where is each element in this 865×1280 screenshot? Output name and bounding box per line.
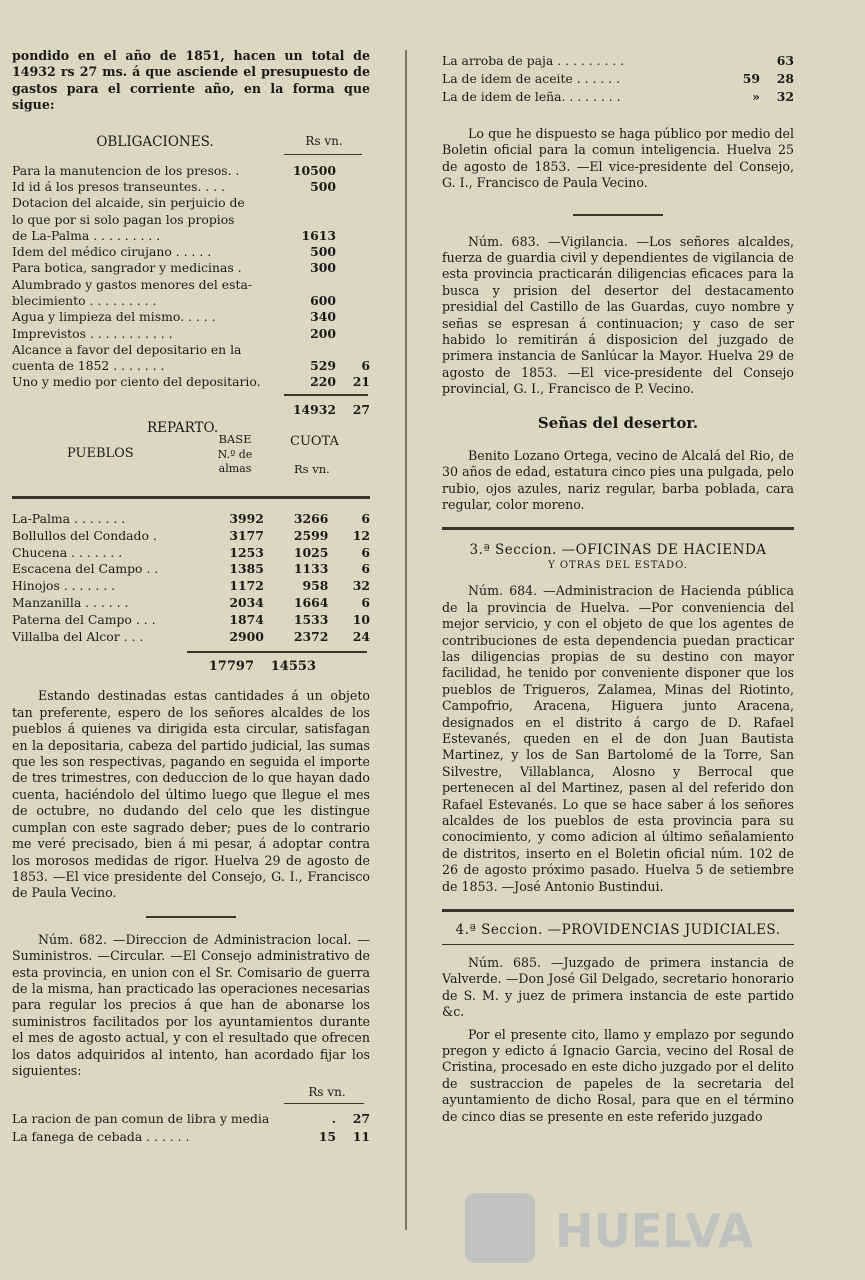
obligacion-row (12, 228, 370, 244)
obligaciones-list (12, 163, 370, 391)
row-label: Agua y limpieza del mismo. . . . . (12, 309, 216, 325)
reparto-row (12, 561, 370, 578)
base-almas: 1385 (229, 561, 264, 577)
cuota-rs: 1025 (293, 544, 329, 560)
precio-row (442, 88, 794, 106)
reparto-total-base: 17797 (208, 659, 254, 675)
row-value-ms: 32 (776, 89, 794, 104)
base-almas: 3992 (229, 511, 264, 527)
reparto-header (12, 420, 370, 496)
obligaciones-unit: Rs vn. (305, 133, 343, 148)
pueblo-name: Bollullos del Condado . (12, 527, 157, 543)
cito-paragraph: Por el presente cito, llamo y emplazo por segundo pregon y edicto á Ignacio Garcia, vecino del Rosal de Cristina, procesado en este dicho juzgado por el delito de sustraccion de papeles de la secretaria del ayuntamiento de dicho Rosal, para que en el término de cinco dias se presente en este referido juzgado (442, 1026, 794, 1124)
row-label: Idem del médico cirujano . . . . . (12, 244, 212, 260)
row-value-rs: . (331, 1111, 336, 1127)
base-almas: 1874 (229, 611, 264, 627)
row-value-rs: 500 (310, 244, 336, 260)
row-value-ms: 27 (352, 1111, 370, 1127)
col-base: BASE (218, 432, 252, 447)
base-almas: 1172 (229, 578, 264, 594)
sec4-rule (442, 909, 794, 912)
precio-row (12, 1110, 370, 1128)
row-label: Alcance a favor del depositario en la (12, 341, 242, 357)
obligacion-row (12, 163, 370, 179)
row-value-rs: 300 (310, 260, 336, 276)
row-value-rs: 15 (318, 1129, 336, 1145)
reparto-row (12, 528, 370, 545)
row-value-rs: 500 (310, 178, 336, 194)
row-label: blecimiento . . . . . . . . . (12, 293, 157, 308)
intro-text: pondido en el año de 1851, hacen un total de 14932 rs 27 ms. á que asciende el presupuesto de gastos para el corriente año, en la forma que sigue: (12, 48, 370, 113)
senas-title: Señas del desertor. (537, 413, 699, 432)
row-label: Alumbrado y gastos menores del esta- (12, 276, 253, 292)
reparto-row (12, 612, 370, 629)
reparto-table (12, 511, 370, 645)
num685-paragraph: Núm. 685. —Juzgado de primera instancia de Valverde. —Don José Gil Delgado, secretario honorario de S. M. y juez de primera instancia de este partido &c. (442, 955, 794, 1020)
reparto-row (12, 595, 370, 612)
pueblo-name: Escacena del Campo . . (12, 561, 159, 577)
row-label: Para botica, sangrador y medicinas . (12, 260, 242, 276)
obligacion-row (12, 244, 370, 260)
row-label: Id id á los presos transeuntes. . . . (12, 178, 226, 194)
cuota-rs: 2599 (293, 527, 329, 543)
cuota-rs: 2372 (293, 628, 329, 644)
cuota-ms: 6 (361, 511, 370, 527)
cuota-ms: 12 (352, 527, 370, 543)
reparto-row (12, 629, 370, 646)
cuota-rs: 958 (302, 578, 329, 594)
right-column (442, 52, 794, 1125)
estando-paragraph: Estando destinadas estas cantidades á un objeto tan preferente, espero de los señores alcaldes de los pueblos á quienes va dirigida esta circular, satisfagan en la depositaria, cabeza del partido judicial, las sumas que les son respectivas, pagando en seguida el importe de tres trimestres, con deduccion de lo que hayan dado cuenta, haciéndolo del último luego que llegue el mes de octubre, no dudando del celo que les distingue cumplan con este sagrado deber; pues de lo contrario me veré precisado, bien á mi pesar, á adoptar contra los morosos medidas de rigor. Huelva 29 de agosto de 1853. —El vice presidente del Consejo, G. I., Francisco de Paula Vecino. (12, 688, 370, 901)
reparto-rule (12, 496, 370, 499)
row-value-ms: 63 (776, 53, 794, 68)
cuota-ms: 6 (361, 561, 370, 577)
obligacion-row (12, 293, 370, 309)
obligacion-row (12, 179, 370, 195)
cuota-ms: 24 (352, 628, 370, 644)
row-value-rs: 529 (310, 358, 336, 374)
cuota-rs: 1533 (293, 611, 329, 627)
obligacion-row (12, 212, 370, 228)
row-label: de La-Palma . . . . . . . . . (12, 227, 161, 243)
col-rs: Rs vn. (294, 462, 330, 477)
pueblo-name: Paterna del Campo . . . (12, 611, 156, 627)
cuota-ms: 6 (361, 544, 370, 560)
col-pueblos: PUEBLOS (67, 446, 134, 462)
pueblo-name: Hinojos . . . . . . . (12, 578, 116, 594)
row-label: cuenta de 1852 . . . . . . . (12, 358, 165, 374)
row-label: La racion de pan comun de libra y media (12, 1111, 270, 1127)
watermark-text: HUELVA (555, 1204, 754, 1258)
precios-unit-rule (284, 1103, 364, 1104)
cuota-ms: 6 (361, 595, 370, 611)
num684-paragraph: Núm. 684. —Administracion de Hacienda pública de la provincia de Huelva. —Por conveniencia del mejor servicio, y con el objeto de que los agentes de contribuciones de esta dependencia puedan practicar las diligencias propias de su destino con mayor facilidad, he tenido por conveniente disponer que los pueblos de Trigueros, Zalamea, Minas del Riotinto, Campofrio, Aracena, Higuera junto Aracena, designados en el distrito á cargo de D. Rafael Estevanés, queden en el de don Juan Bautista Martinez, y los de San Bartolomé de la Torre, San Silvestre, Villablanca, Alosno y Berrocal que pertenecen al del Martinez, pasen al del referido don Rafael Estevanés. Lo que se hace saber á los señores alcaldes de los pueblos de esta provincia para su conocimiento, y como adicion al último señalamiento de distritos, inserto en el Boletin oficial núm. 102 de 26 de agosto próximo pasado. Huelva 5 de setiembre de 1853. —José Antonio Bustindui. (442, 583, 794, 894)
huelva-watermark (455, 1185, 785, 1270)
precios-left-list (12, 1110, 370, 1146)
obligacion-row (12, 277, 370, 293)
senas-paragraph: Benito Lozano Ortega, vecino de Alcalá del Rio, de 30 años de edad, estatura cinco pies una pulgada, pelo rubio, ojos azules, nariz regular, barba poblada, cara regular, color moreno. (442, 447, 794, 512)
row-value-rs: 59 (742, 71, 760, 86)
row-label: Dotacion del alcaide, sin perjuicio de (12, 195, 245, 211)
sec3-subtitle: Y OTRAS DEL ESTADO. (548, 560, 688, 572)
base-almas: 1253 (229, 544, 264, 560)
reparto-title: REPARTO. (147, 420, 219, 437)
section-dash-2 (573, 214, 663, 216)
cuota-ms: 32 (352, 578, 370, 594)
sec3-rule (442, 527, 794, 530)
sec3-title: 3.ª Seccion. —OFICINAS DE HACIENDA (469, 542, 767, 559)
precio-row (442, 70, 794, 88)
row-value-rs: 220 (310, 374, 336, 390)
row-value-rs: 1613 (301, 227, 336, 243)
unit-rule (284, 154, 362, 155)
num683-paragraph: Núm. 683. —Vigilancia. —Los señores alcaldes, fuerza de guardia civil y dependientes de vigilancia de esta provincia practicarán diligencias eficaces para la busca y prision del desertor del destacamento presidial del Castillo de las Guardas, cuyo nombre y señas se espresan á continuacion; y caso de ser habido lo remitirán á disposicion del juzgado de primera instancia de Sanlúcar la Mayor. Huelva 29 de agosto de 1853. —El vice-presidente del Consejo provincial, G. I., Francisco de P. Vecino. (442, 233, 794, 397)
pueblo-name: Manzanilla . . . . . . (12, 595, 129, 611)
obligacion-row (12, 358, 370, 374)
row-label: lo que por si solo pagan los propios (12, 211, 235, 227)
row-value-ms: 21 (352, 374, 370, 390)
reparto-row (12, 511, 370, 528)
reparto-total-rs: 14553 (270, 659, 316, 675)
row-label: La de idem de leña. . . . . . . . (442, 89, 621, 104)
column-divider (405, 50, 407, 1230)
row-value-rs: 200 (310, 325, 336, 341)
obligacion-row (12, 342, 370, 358)
row-label: La de idem de aceite . . . . . . (442, 71, 621, 86)
sec4-title: 4.ª Seccion. —PROVIDENCIAS JUDICIALES. (455, 922, 781, 939)
pueblo-name: Chucena . . . . . . . (12, 544, 123, 560)
obligacion-row (12, 195, 370, 211)
row-value-rs: 600 (310, 293, 336, 308)
row-value-ms: 28 (776, 71, 794, 86)
cuota-rs: 3266 (293, 511, 329, 527)
section-dash (146, 916, 236, 918)
pueblo-name: Villalba del Alcor . . . (12, 628, 144, 644)
reparto-row (12, 578, 370, 595)
total-rule (284, 394, 368, 396)
row-value-rs: » (752, 89, 760, 104)
cuota-rs: 1664 (293, 595, 329, 611)
publico-paragraph: Lo que he dispuesto se haga público por medio del Boletin oficial para la comun inteligencia. Huelva 25 de agosto de 1853. —El vice-presidente del Consejo, G. I., Francisco de Paula Vecino. (442, 126, 794, 191)
row-value-ms: 11 (352, 1129, 370, 1145)
precios-unit-line (12, 1085, 370, 1099)
row-label: Uno y medio por ciento del depositario. (12, 374, 261, 390)
watermark-badge (465, 1193, 535, 1263)
sec4-underline (442, 944, 794, 945)
obligaciones-header (12, 134, 370, 150)
obligacion-row (12, 309, 370, 325)
cuota-rs: 1133 (293, 561, 329, 577)
row-label: Para la manutencion de los presos. . (12, 162, 240, 178)
precios-unit: Rs vn. (308, 1085, 346, 1100)
base-almas: 2034 (229, 595, 264, 611)
pueblo-name: La-Palma . . . . . . . (12, 511, 126, 527)
reparto-total (12, 659, 370, 674)
precio-row (442, 52, 794, 70)
precio-row (12, 1128, 370, 1146)
obligaciones-title: OBLIGACIONES. (96, 133, 214, 150)
row-value-ms: 6 (361, 358, 370, 374)
row-label: La fanega de cebada . . . . . . (12, 1129, 190, 1145)
row-label: La arroba de paja . . . . . . . . . (442, 53, 625, 68)
row-value-rs: 10500 (292, 162, 336, 178)
total-ms: 27 (352, 401, 370, 417)
obligaciones-total (12, 402, 370, 418)
obligacion-row (12, 260, 370, 276)
row-label: Imprevistos . . . . . . . . . . . (12, 325, 173, 341)
num682-paragraph: Núm. 682. —Direccion de Administracion local. —Suministros. —Circular. —El Consejo administrativo de esta provincia, en union con el Sr. Comisario de guerra de la misma, han practicado las operaciones necesarias para regular los precios á que han de abonarse los suministros facilitados por los ayuntamientos durante el mes de agosto actual, y con el resultado que ofrecen los datos adquiridos al intento, han acordado fijar los siguientes: (12, 931, 370, 1078)
row-value-rs: 340 (310, 309, 336, 325)
cuota-ms: 10 (352, 611, 370, 627)
base-almas: 3177 (229, 527, 264, 543)
obligacion-row (12, 374, 370, 390)
left-column (12, 48, 370, 1146)
reparto-row (12, 545, 370, 562)
reparto-total-rule (187, 651, 367, 653)
base-almas: 2900 (229, 628, 264, 644)
obligacion-row (12, 326, 370, 342)
col-base-sub: N.º de almas (217, 448, 253, 476)
precios-right-list (442, 52, 794, 106)
total-rs: 14932 (292, 401, 336, 417)
col-cuota: CUOTA (290, 434, 339, 450)
